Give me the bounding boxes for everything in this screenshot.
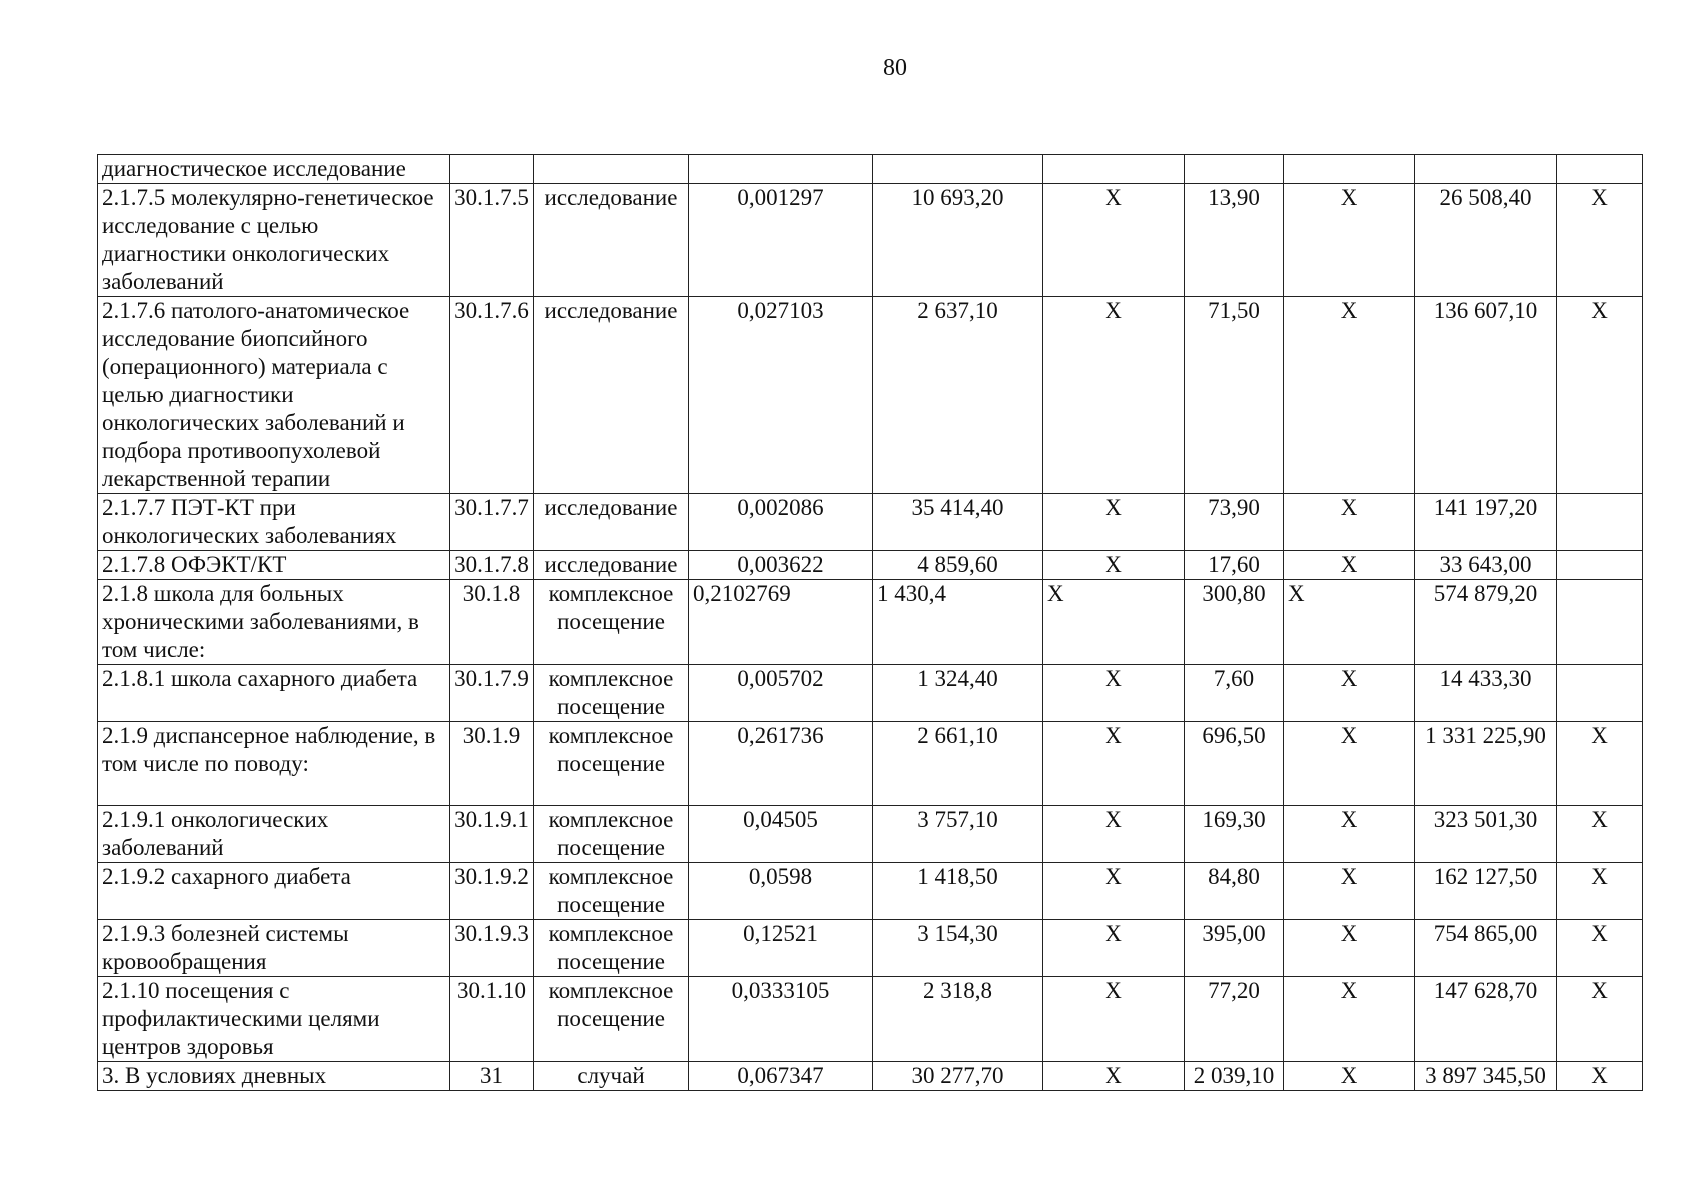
row-x3: Х [1557, 806, 1643, 863]
table-row [98, 580, 1643, 665]
row-total: 26 508,40 [1415, 184, 1557, 297]
row-x3: Х [1557, 977, 1643, 1062]
row-norm: 0,0598 [689, 863, 873, 920]
row-x1: Х [1043, 297, 1185, 494]
row-cost: 2 318,8 [873, 977, 1043, 1062]
row-x3 [1557, 155, 1643, 184]
row-x2: Х [1284, 665, 1415, 722]
row-name: 3. В условиях дневных [98, 1062, 450, 1091]
row-total: 3 897 345,50 [1415, 1062, 1557, 1091]
row-name: диагностическое исследование [98, 155, 450, 184]
row-x2: Х [1284, 580, 1415, 665]
row-per-capita: 300,80 [1185, 580, 1284, 665]
row-x2: Х [1284, 920, 1415, 977]
row-cost: 35 414,40 [873, 494, 1043, 551]
row-code [450, 155, 534, 184]
row-unit: исследование [534, 297, 689, 494]
row-x2: Х [1284, 494, 1415, 551]
row-cost: 4 859,60 [873, 551, 1043, 580]
row-code: 30.1.7.5 [450, 184, 534, 297]
table-row [98, 863, 1643, 920]
row-total: 136 607,10 [1415, 297, 1557, 494]
row-code: 30.1.8 [450, 580, 534, 665]
row-code: 30.1.9.2 [450, 863, 534, 920]
row-x1: Х [1043, 977, 1185, 1062]
row-per-capita: 17,60 [1185, 551, 1284, 580]
row-cost: 3 757,10 [873, 806, 1043, 863]
row-name: 2.1.7.5 молекулярно-генетическое исследование с целью диагностики онкологических заболеваний [98, 184, 450, 297]
row-code: 30.1.7.8 [450, 551, 534, 580]
row-x1: Х [1043, 863, 1185, 920]
row-unit: исследование [534, 551, 689, 580]
table-row [98, 920, 1643, 977]
row-name: 2.1.8.1 школа сахарного диабета [98, 665, 450, 722]
row-code: 30.1.9.1 [450, 806, 534, 863]
row-unit: комплексное посещение [534, 920, 689, 977]
row-unit: случай [534, 1062, 689, 1091]
row-x1: Х [1043, 722, 1185, 806]
row-x2: Х [1284, 297, 1415, 494]
row-x2: Х [1284, 184, 1415, 297]
row-total: 14 433,30 [1415, 665, 1557, 722]
page-number: 80 [883, 55, 907, 81]
row-total: 574 879,20 [1415, 580, 1557, 665]
row-x2: Х [1284, 806, 1415, 863]
row-norm: 0,04505 [689, 806, 873, 863]
row-norm: 0,002086 [689, 494, 873, 551]
table-row [98, 494, 1643, 551]
row-x3: Х [1557, 184, 1643, 297]
row-cost: 1 418,50 [873, 863, 1043, 920]
row-per-capita: 84,80 [1185, 863, 1284, 920]
row-x2: Х [1284, 551, 1415, 580]
table-row [98, 977, 1643, 1062]
row-per-capita: 395,00 [1185, 920, 1284, 977]
row-x1: Х [1043, 494, 1185, 551]
row-x3 [1557, 494, 1643, 551]
row-x1: Х [1043, 1062, 1185, 1091]
row-name: 2.1.7.8 ОФЭКТ/КТ [98, 551, 450, 580]
row-x3 [1557, 551, 1643, 580]
row-x1: Х [1043, 920, 1185, 977]
row-x3: Х [1557, 722, 1643, 806]
row-norm: 0,003622 [689, 551, 873, 580]
row-per-capita: 2 039,10 [1185, 1062, 1284, 1091]
row-x1: Х [1043, 806, 1185, 863]
row-unit: исследование [534, 494, 689, 551]
row-cost: 2 661,10 [873, 722, 1043, 806]
row-name: 2.1.10 посещения с профилактическими целями центров здоровья [98, 977, 450, 1062]
row-total: 33 643,00 [1415, 551, 1557, 580]
financing-table [97, 154, 1643, 1091]
row-x1: Х [1043, 580, 1185, 665]
row-code: 30.1.9.3 [450, 920, 534, 977]
row-unit [534, 155, 689, 184]
row-norm: 0,001297 [689, 184, 873, 297]
row-per-capita: 13,90 [1185, 184, 1284, 297]
row-cost: 30 277,70 [873, 1062, 1043, 1091]
row-x3: Х [1557, 297, 1643, 494]
row-x1 [1043, 155, 1185, 184]
row-x3 [1557, 580, 1643, 665]
row-total: 147 628,70 [1415, 977, 1557, 1062]
row-cost: 2 637,10 [873, 297, 1043, 494]
row-code: 30.1.9 [450, 722, 534, 806]
table-row [98, 722, 1643, 806]
row-per-capita [1185, 155, 1284, 184]
row-norm [689, 155, 873, 184]
row-norm: 0,0333105 [689, 977, 873, 1062]
row-cost [873, 155, 1043, 184]
row-total: 1 331 225,90 [1415, 722, 1557, 806]
table-row [98, 806, 1643, 863]
row-code: 31 [450, 1062, 534, 1091]
row-name: 2.1.7.7 ПЭТ-КТ при онкологических заболеваниях [98, 494, 450, 551]
row-name: 2.1.9 диспансерное наблюдение, в том числе по поводу: [98, 722, 450, 806]
row-total: 141 197,20 [1415, 494, 1557, 551]
row-cost: 3 154,30 [873, 920, 1043, 977]
row-norm: 0,027103 [689, 297, 873, 494]
row-cost: 1 324,40 [873, 665, 1043, 722]
row-name: 2.1.9.3 болезней системы кровообращения [98, 920, 450, 977]
row-code: 30.1.7.7 [450, 494, 534, 551]
row-cost: 1 430,4 [873, 580, 1043, 665]
row-code: 30.1.7.9 [450, 665, 534, 722]
row-x2: Х [1284, 863, 1415, 920]
row-per-capita: 7,60 [1185, 665, 1284, 722]
row-unit: комплексное посещение [534, 722, 689, 806]
table-row [98, 551, 1643, 580]
row-total: 323 501,30 [1415, 806, 1557, 863]
row-x3 [1557, 665, 1643, 722]
row-x2: Х [1284, 977, 1415, 1062]
row-unit: комплексное посещение [534, 806, 689, 863]
row-unit: комплексное посещение [534, 863, 689, 920]
row-unit: комплексное посещение [534, 977, 689, 1062]
row-x2: Х [1284, 722, 1415, 806]
row-name: 2.1.8 школа для больных хроническими заболеваниями, в том числе: [98, 580, 450, 665]
row-x1: Х [1043, 184, 1185, 297]
table-row [98, 297, 1643, 494]
row-name: 2.1.9.1 онкологических заболеваний [98, 806, 450, 863]
row-total: 754 865,00 [1415, 920, 1557, 977]
row-per-capita: 696,50 [1185, 722, 1284, 806]
row-x2: Х [1284, 1062, 1415, 1091]
row-per-capita: 77,20 [1185, 977, 1284, 1062]
row-x2 [1284, 155, 1415, 184]
row-x3: Х [1557, 1062, 1643, 1091]
row-norm: 0,067347 [689, 1062, 873, 1091]
row-name: 2.1.7.6 патолого-анатомическое исследование биопсийного (операционного) материала с целью диагностики онкологических заболеваний и подбора противоопухолевой лекарственной терапии [98, 297, 450, 494]
row-total [1415, 155, 1557, 184]
table-row [98, 1062, 1643, 1091]
row-norm: 0,2102769 [689, 580, 873, 665]
row-x1: Х [1043, 665, 1185, 722]
row-unit: исследование [534, 184, 689, 297]
row-code: 30.1.7.6 [450, 297, 534, 494]
row-norm: 0,261736 [689, 722, 873, 806]
row-norm: 0,005702 [689, 665, 873, 722]
row-cost: 10 693,20 [873, 184, 1043, 297]
row-x1: Х [1043, 551, 1185, 580]
row-name: 2.1.9.2 сахарного диабета [98, 863, 450, 920]
row-total: 162 127,50 [1415, 863, 1557, 920]
row-per-capita: 169,30 [1185, 806, 1284, 863]
row-unit: комплексное посещение [534, 580, 689, 665]
row-norm: 0,12521 [689, 920, 873, 977]
row-x3: Х [1557, 920, 1643, 977]
table-row [98, 665, 1643, 722]
row-per-capita: 73,90 [1185, 494, 1284, 551]
row-code: 30.1.10 [450, 977, 534, 1062]
row-per-capita: 71,50 [1185, 297, 1284, 494]
row-unit: комплексное посещение [534, 665, 689, 722]
table-row [98, 155, 1643, 184]
row-x3: Х [1557, 863, 1643, 920]
table-row [98, 184, 1643, 297]
